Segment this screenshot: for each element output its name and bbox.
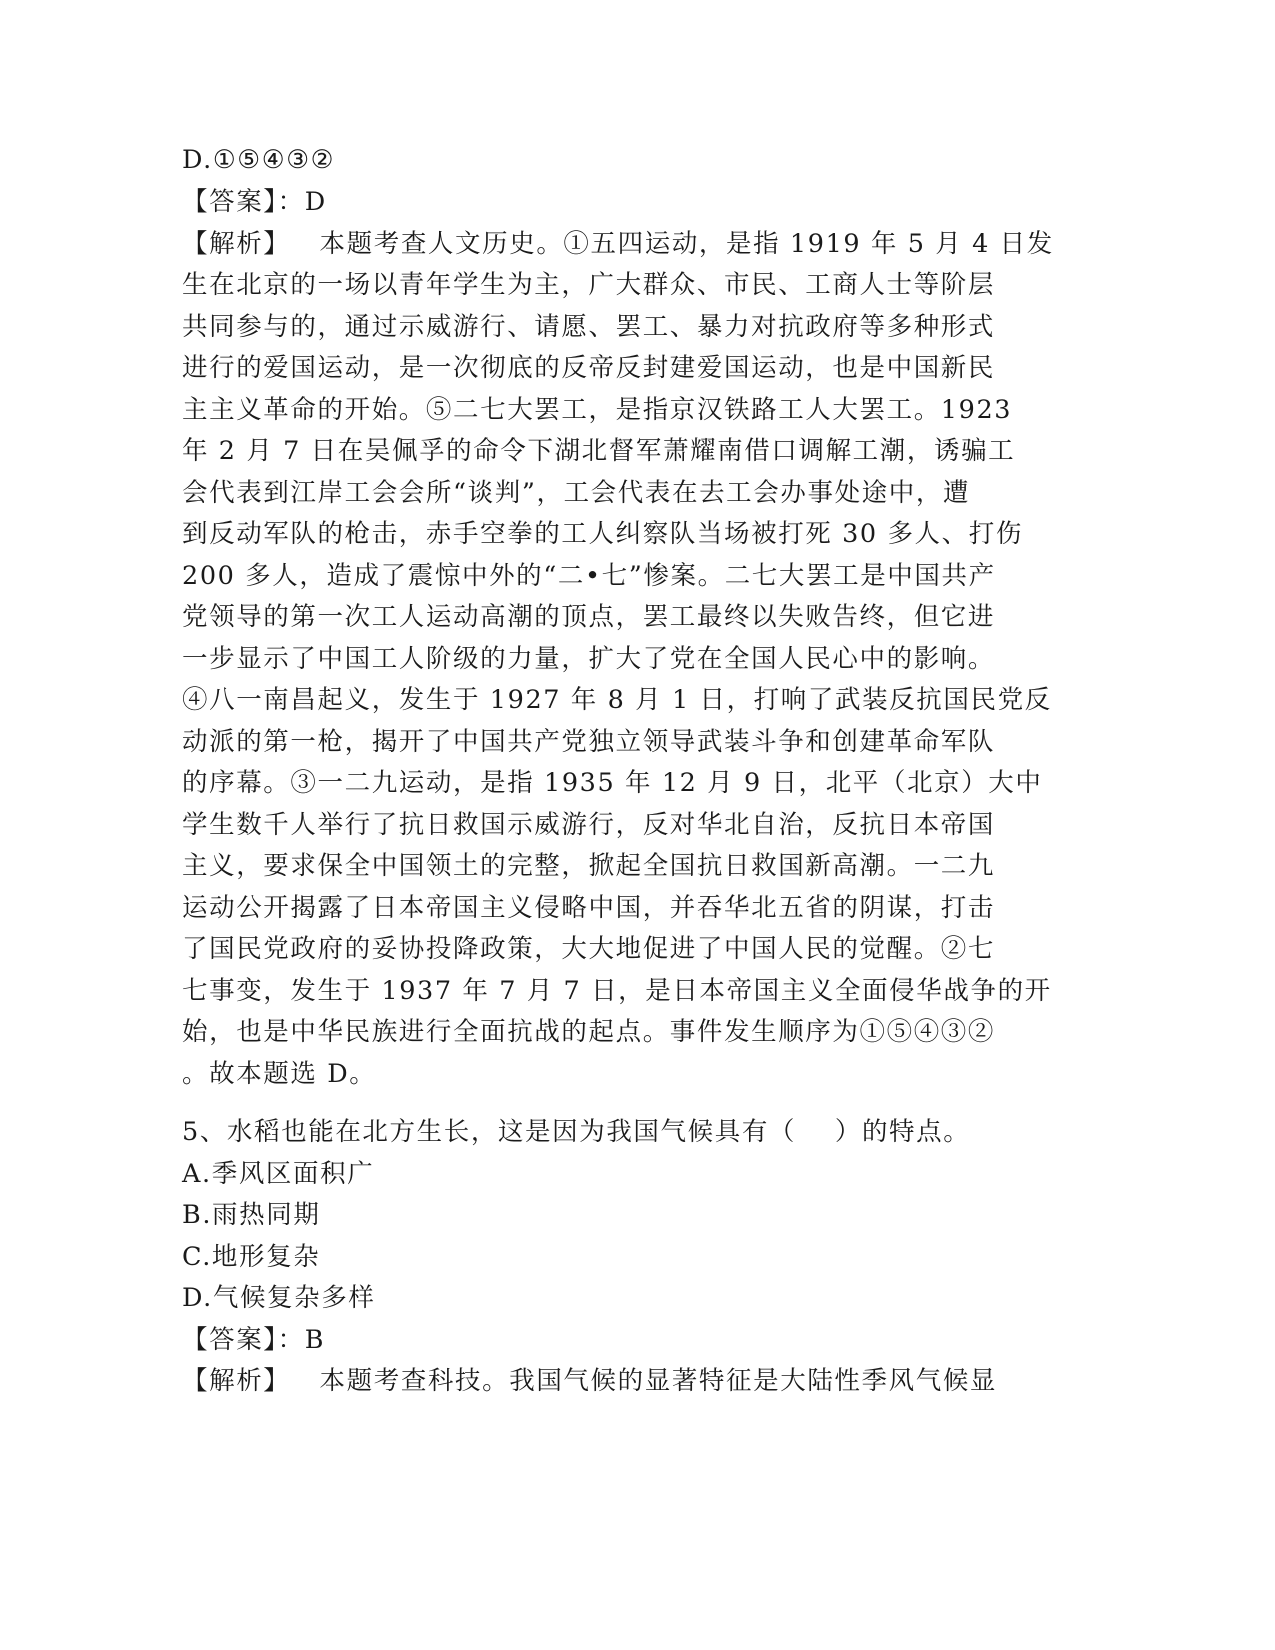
q5-option-b: B.雨热同期 [182, 1200, 321, 1230]
q4-explanation-line: ④八一南昌起义，发生于 1927 年 8 月 1 日，打响了武装反抗国民党反 [182, 685, 1052, 715]
q4-explanation-line: 主主义革命的开始。⑤二七大罢工，是指京汉铁路工人大罢工。1923 [182, 395, 1013, 425]
q4-explanation-line: 。故本题选 D。 [182, 1059, 377, 1089]
q4-explanation-line: 运动公开揭露了日本帝国主义侵略中国，并吞华北五省的阴谋，打击 [182, 893, 996, 923]
q4-explanation-line: 200 多人，造成了震惊中外的“二•七”惨案。二七大罢工是中国共产 [182, 561, 996, 591]
q4-explanation-line: 始，也是中华民族进行全面抗战的起点。事件发生顺序为①⑤④③② [182, 1017, 996, 1047]
q5-option-d: D.气候复杂多样 [182, 1283, 376, 1313]
q4-explanation-line: 进行的爱国运动，是一次彻底的反帝反封建爱国运动，也是中国新民 [182, 353, 996, 383]
q5-explanation-line: 【解析】 本题考查科技。我国气候的显著特征是大陆性季风气候显 [182, 1366, 998, 1396]
q4-explanation-line: 会代表到江岸工会会所“谈判”，工会代表在去工会办事处途中，遭 [182, 478, 971, 508]
q4-option-d: D.①⑤④③② [182, 145, 336, 175]
q5-option-a: A.季风区面积广 [182, 1159, 375, 1189]
q4-explanation-line: 动派的第一枪，揭开了中国共产党独立领导武装斗争和创建革命军队 [182, 727, 996, 757]
q4-explanation-line: 主义，要求保全中国领土的完整，掀起全国抗日救国新高潮。一二九 [182, 851, 996, 881]
q4-explanation-line: 党领导的第一次工人运动高潮的顶点，罢工最终以失败告终，但它进 [182, 602, 996, 632]
q4-explanation-line: 学生数千人举行了抗日救国示威游行，反对华北自治，反抗日本帝国 [182, 810, 996, 840]
q4-explanation-line: 了国民党政府的妥协投降政策，大大地促进了中国人民的觉醒。②七 [182, 934, 996, 964]
q4-explanation-line: 年 2 月 7 日在吴佩孚的命令下湖北督军萧耀南借口调解工潮，诱骗工 [182, 436, 1016, 466]
q5-answer: 【答案】：B [182, 1325, 326, 1355]
q4-explanation-line: 到反动军队的枪击，赤手空拳的工人纠察队当场被打死 30 多人、打伤 [182, 519, 1023, 549]
q4-explanation-line: 一步显示了中国工人阶级的力量，扩大了党在全国人民心中的影响。 [182, 644, 996, 674]
q5-option-c: C.地形复杂 [182, 1242, 321, 1272]
q4-answer: 【答案】：D [182, 187, 327, 217]
q4-explanation-line: 的序幕。③一二九运动，是指 1935 年 12 月 9 日，北平（北京）大中 [182, 768, 1043, 798]
q4-explanation-line: 共同参与的，通过示威游行、请愿、罢工、暴力对抗政府等多种形式 [182, 312, 996, 342]
q4-explanation-line: 【解析】 本题考查人文历史。①五四运动，是指 1919 年 5 月 4 日发 [182, 229, 1054, 259]
q5-question: 5、水稻也能在北方生长，这是因为我国气候具有（ ）的特点。 [182, 1117, 971, 1147]
q4-explanation-line: 生在北京的一场以青年学生为主，广大群众、市民、工商人士等阶层 [182, 270, 996, 300]
q4-explanation-line: 七事变，发生于 1937 年 7 月 7 日，是日本帝国主义全面侵华战争的开 [182, 976, 1052, 1006]
